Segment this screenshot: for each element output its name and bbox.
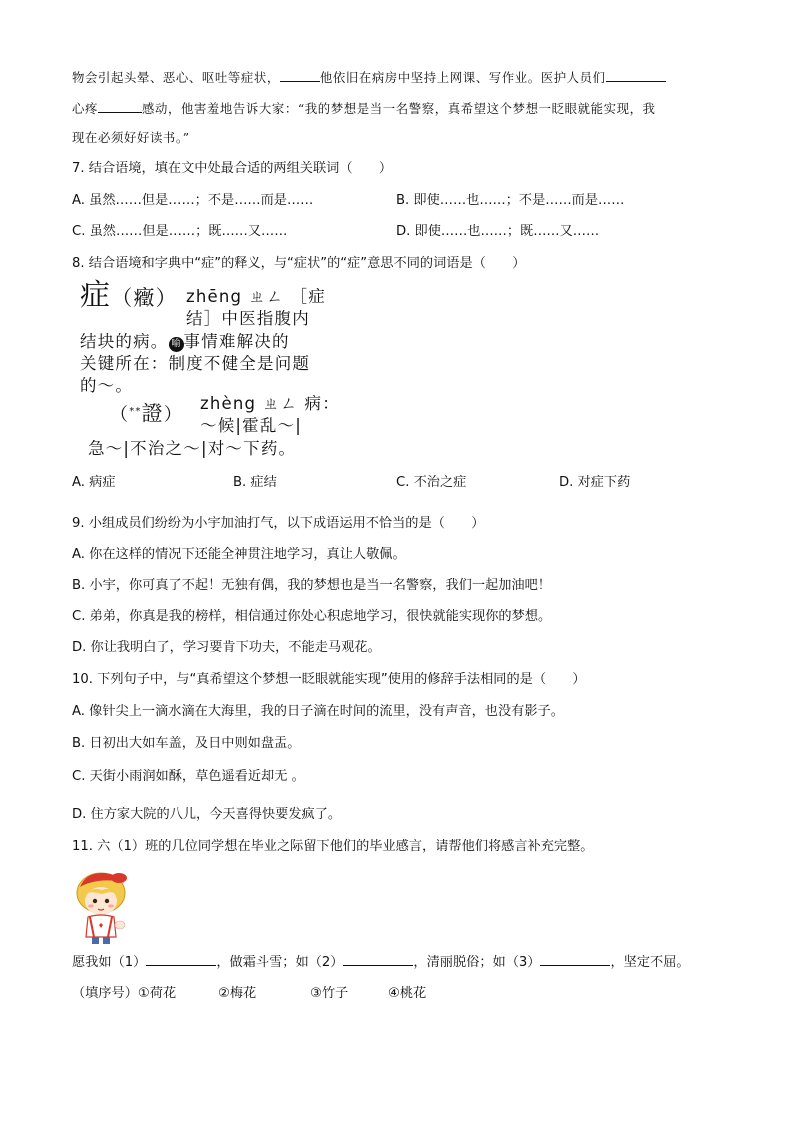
answer-blank-3[interactable] <box>540 952 610 966</box>
answer-blank[interactable] <box>280 68 320 82</box>
dict-line: 结］中医指腹内 <box>186 309 310 328</box>
q10-option-a[interactable]: A. 像针尖上一滴水滴在大海里，我的日子滴在时间的流里，没有声音，也没有影子。 <box>72 704 564 719</box>
question-10-stem: 10. 下列句子中，与“真希望这个梦想一眨眼就能实现”使用的修辞手法相同的是（ ） <box>72 672 586 687</box>
dict-line: 关键所在：制度不健全是问题 <box>80 354 311 373</box>
q7-option-d[interactable]: D. 即使……也……；既……又…… <box>396 224 600 239</box>
q7-option-b[interactable]: B. 即使……也……；不是……而是…… <box>396 193 625 208</box>
dict-text: 事情难解决的 <box>183 332 290 351</box>
answer-blank-1[interactable] <box>146 952 216 966</box>
q10-option-b[interactable]: B. 日初出大如车盖，及日中则如盘盂。 <box>72 736 301 751</box>
answer-blank-2[interactable] <box>343 952 413 966</box>
fill-text: 愿我如（1） <box>72 955 147 970</box>
q9-option-b[interactable]: B. 小宇，你可真了不起！无独有偶，我的梦想也是当一名警察，我们一起加油吧！ <box>72 578 551 593</box>
fill-text: ，做霜斗雪；如（2） <box>216 955 344 970</box>
question-8-stem: 8. 结合语境和字典中“症”的释义，与“症状”的“症”意思不同的词语是（ ） <box>72 256 526 271</box>
answer-blank[interactable] <box>98 99 142 113</box>
q9-option-a[interactable]: A. 你在这样的情况下还能全神贯注地学习，真让人敬佩。 <box>72 547 406 562</box>
passage-text: 感动，他害羞地告诉大家：“我的梦想是当一名警察，真希望这个梦想一眨眼就能实现，我 <box>141 101 656 116</box>
dict-stars: ** <box>129 406 142 417</box>
dict-text: 结块的病。 <box>80 332 169 351</box>
dict-pinyin-1: zhēng ㄓㄥ ［症 <box>186 287 326 306</box>
q7-option-c[interactable]: C. 虽然……但是……；既……又…… <box>72 224 288 239</box>
fill-text: ，坚定不屈。 <box>610 955 690 970</box>
q11-option-3: ③竹子 <box>310 986 349 1001</box>
answer-blank[interactable] <box>606 68 666 82</box>
dict-traditional: （癥） <box>111 286 178 310</box>
cartoon-boy-icon <box>72 869 130 945</box>
q8-option-c[interactable]: C. 不治之症 <box>396 475 467 490</box>
dict-headword-2 <box>110 401 183 426</box>
passage-line-1 <box>72 68 666 87</box>
passage-text: 物会引起头晕、恶心、呕吐等症状， <box>72 70 280 85</box>
q10-option-d[interactable]: D. 住方家大院的八儿，今天喜得快要发疯了。 <box>72 807 342 822</box>
dict-headword: 症 <box>80 278 112 313</box>
dict-text: ） <box>163 404 184 426</box>
q8-option-d[interactable]: D. 对症下药 <box>559 475 631 490</box>
dict-line: 急～|不治之～|对～下药。 <box>88 439 297 458</box>
q8-option-a[interactable]: A. 病症 <box>72 475 116 490</box>
dict-text: （ <box>110 404 130 426</box>
question-7-stem: 7. 结合语境，填在文中处最合适的两组关联词（ ） <box>72 161 393 176</box>
q8-option-b[interactable]: B. 症结 <box>233 475 277 490</box>
q11-option-4: ④桃花 <box>388 986 427 1001</box>
dict-line <box>80 331 290 353</box>
passage-line-2 <box>72 99 656 118</box>
dict-traditional-2: 證 <box>141 401 164 426</box>
dict-line: ～候|霍乱～| <box>200 416 303 435</box>
question-9-stem: 9. 小组成员们纷纷为小宇加油打气，以下成语运用不恰当的是（ ） <box>72 516 485 531</box>
passage-text: 心疼 <box>72 101 98 116</box>
question-11-stem: 11. 六（1）班的几位同学想在毕业之际留下他们的毕业感言，请帮他们将感言补充完整。 <box>72 839 594 854</box>
passage-text: 他依旧在病房中坚持上网课、写作业。医护人员们 <box>319 70 606 85</box>
q11-fill-line <box>72 952 690 972</box>
dict-line: 的～。 <box>80 376 134 395</box>
q10-option-c[interactable]: C. 天街小雨润如酥，草色遥看近却无 。 <box>72 769 305 784</box>
q9-option-d[interactable]: D. 你让我明白了，学习要肯下功夫，不能走马观花。 <box>72 640 381 655</box>
passage-line-3: 现在必须好好读书。” <box>72 130 190 145</box>
q11-option-1: （填序号）①荷花 <box>72 986 177 1001</box>
q7-option-a[interactable]: A. 虽然……但是……；不是……而是…… <box>72 193 314 208</box>
fill-text: ，清丽脱俗；如（3） <box>413 955 541 970</box>
q9-option-c[interactable]: C. 弟弟，你真是我的榜样，相信通过你处心积虑地学习，很快就能实现你的梦想。 <box>72 609 552 624</box>
q11-option-2: ②梅花 <box>218 986 257 1001</box>
dict-pinyin-2: zhèng ㄓㄥ 病： <box>200 394 340 413</box>
metaphor-badge: 喻 <box>169 337 184 352</box>
